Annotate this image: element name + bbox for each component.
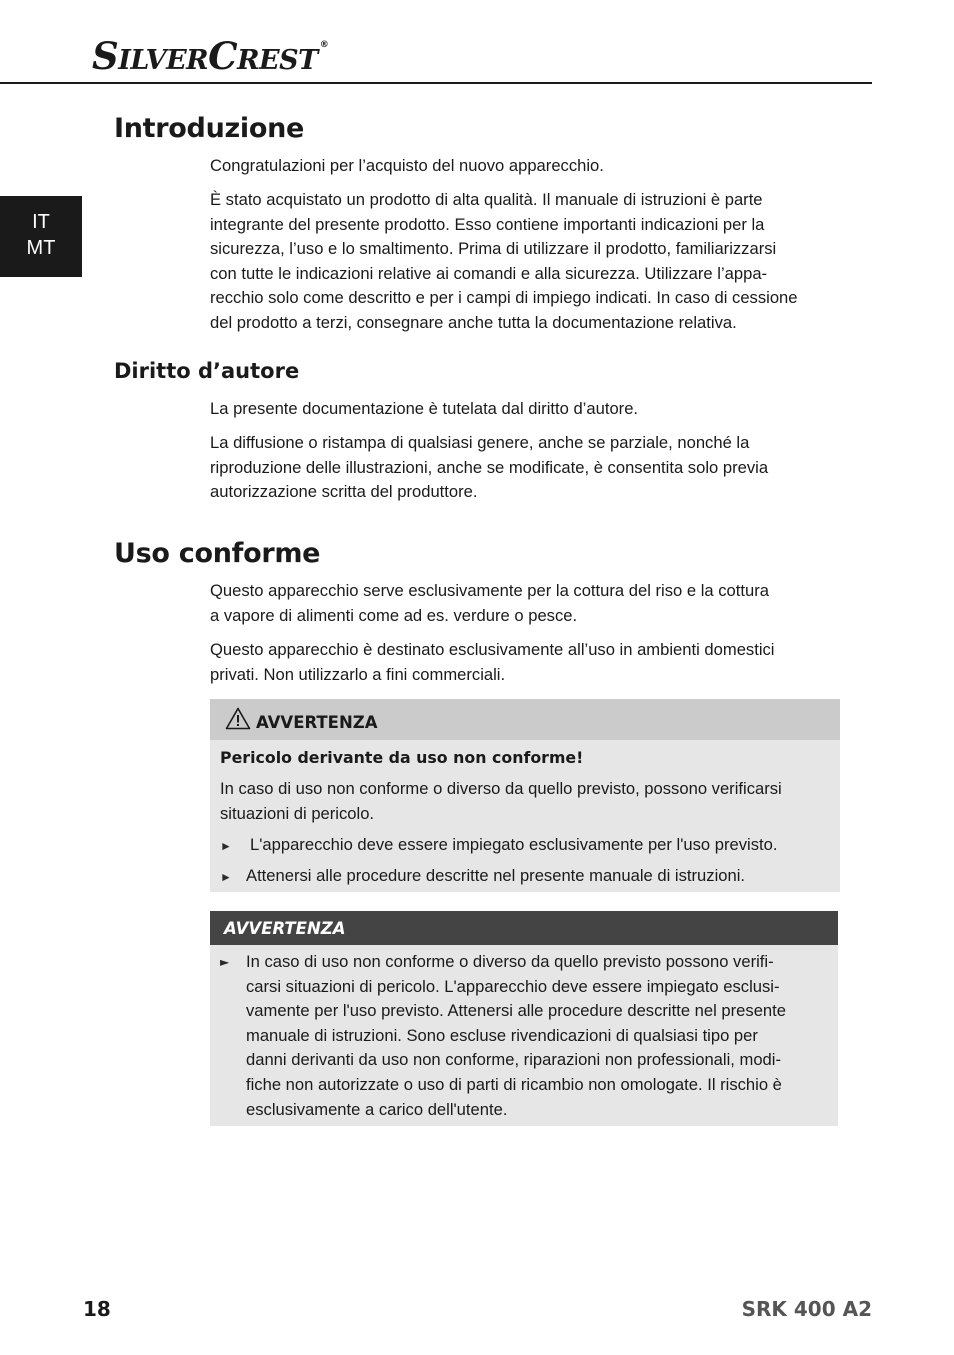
text-line: Congratulazioni per l’acquisto del nuovo apparecchio.: [210, 156, 604, 175]
warning-title: AVVERTENZA: [224, 919, 346, 938]
list-item-text: L'apparecchio deve essere impiegato esclusivamente per l'uso previsto.: [250, 835, 778, 854]
language-tab: [0, 196, 82, 277]
brand-logo: SILVERCREST ®: [92, 34, 329, 78]
page-number: 18: [83, 1297, 111, 1321]
warning-body: [246, 950, 786, 1122]
bullet-arrow-icon: ►: [220, 870, 232, 884]
text-line: vamente per l'uso previsto. Attenersi alle procedure descritte nel presente: [246, 1001, 786, 1021]
intended-use-paragraph-2: [210, 638, 840, 687]
bullet-arrow-icon: ►: [220, 839, 232, 853]
text-line: recchio solo come descritto e per i campi di impiego indicati. In caso di cessione: [210, 288, 798, 308]
text-line: esclusivamente a carico dell'utente.: [246, 1099, 508, 1119]
warning-body: [220, 777, 782, 826]
text-line: del prodotto a terzi, consegnare anche tutta la documentazione relativa.: [210, 312, 737, 332]
text-line: situazioni di pericolo.: [220, 803, 375, 823]
text-line: È stato acquistato un prodotto di alta qualità. Il manuale di istruzioni è parte: [210, 190, 763, 209]
warning-subtitle: Pericolo derivante da uso non conforme!: [220, 748, 584, 767]
warning-box-secondary: [210, 911, 838, 1126]
section-title-intro: Introduzione: [114, 113, 305, 144]
text-line: sicurezza, l’uso e lo smaltimento. Prima di utilizzare il prodotto, familiarizzarsi: [210, 239, 777, 259]
text-line: Questo apparecchio serve esclusivamente per la cottura del riso e la cottura: [210, 581, 769, 600]
text-line: riproduzione delle illustrazioni, anche se modificate, è consentita solo previa: [210, 457, 769, 477]
text-line: La presente documentazione è tutelata dal diritto d’autore.: [210, 399, 639, 418]
model-number: SRK 400 A2: [741, 1297, 872, 1321]
header-rule: [0, 82, 872, 84]
text-line: autorizzazione scritta del produttore.: [210, 482, 478, 502]
warning-box-header: [210, 911, 838, 945]
text-line: danni derivanti da uso non conforme, riparazioni non professionali, modi-: [246, 1050, 781, 1070]
language-code-it: IT: [32, 211, 50, 233]
list-item-text: Attenersi alle procedure descritte nel presente manuale di istruzioni.: [246, 866, 746, 885]
text-line: La diffusione o ristampa di qualsiasi genere, anche se parziale, nonché la: [210, 433, 750, 452]
warning-triangle-icon: [225, 707, 251, 730]
intro-paragraph-1: [210, 154, 840, 179]
intended-use-paragraph-1: [210, 579, 840, 628]
registered-mark: ®: [319, 40, 329, 50]
text-line: privati. Non utilizzarlo a fini commerciali.: [210, 664, 506, 684]
copyright-paragraph-2: [210, 431, 840, 505]
text-line: manuale di istruzioni. Sono escluse rivendicazioni di qualsiasi tipo per: [246, 1025, 758, 1045]
intro-paragraph-2: [210, 188, 840, 336]
section-title-copyright: Diritto d’autore: [114, 359, 300, 383]
warning-title: AVVERTENZA: [256, 713, 378, 732]
text-line: fiche non autorizzate o uso di parti di ricambio non omologate. Il rischio è: [246, 1074, 782, 1094]
section-title-intended-use: Uso conforme: [114, 538, 321, 569]
warning-box-header: [210, 699, 840, 740]
warning-box: [210, 699, 840, 892]
language-code-mt: MT: [26, 237, 56, 259]
text-line: carsi situazioni di pericolo. L'apparecchio deve essere impiegato esclusi-: [246, 976, 780, 996]
text-line: In caso di uso non conforme o diverso da quello previsto, possono verificarsi: [220, 779, 782, 798]
text-line: con tutte le indicazioni relative ai comandi e alla sicurezza. Utilizzare l’appa-: [210, 263, 768, 283]
text-line: In caso di uso non conforme o diverso da quello previsto possono verifi-: [246, 952, 774, 971]
bullet-arrow-icon: ►: [220, 955, 230, 969]
text-line: Questo apparecchio è destinato esclusivamente all’uso in ambienti domestici: [210, 640, 775, 659]
text-line: integrante del presente prodotto. Esso contiene importanti indicazioni per la: [210, 214, 765, 234]
copyright-paragraph-1: [210, 397, 840, 422]
text-line: a vapore di alimenti come ad es. verdure o pesce.: [210, 605, 578, 625]
